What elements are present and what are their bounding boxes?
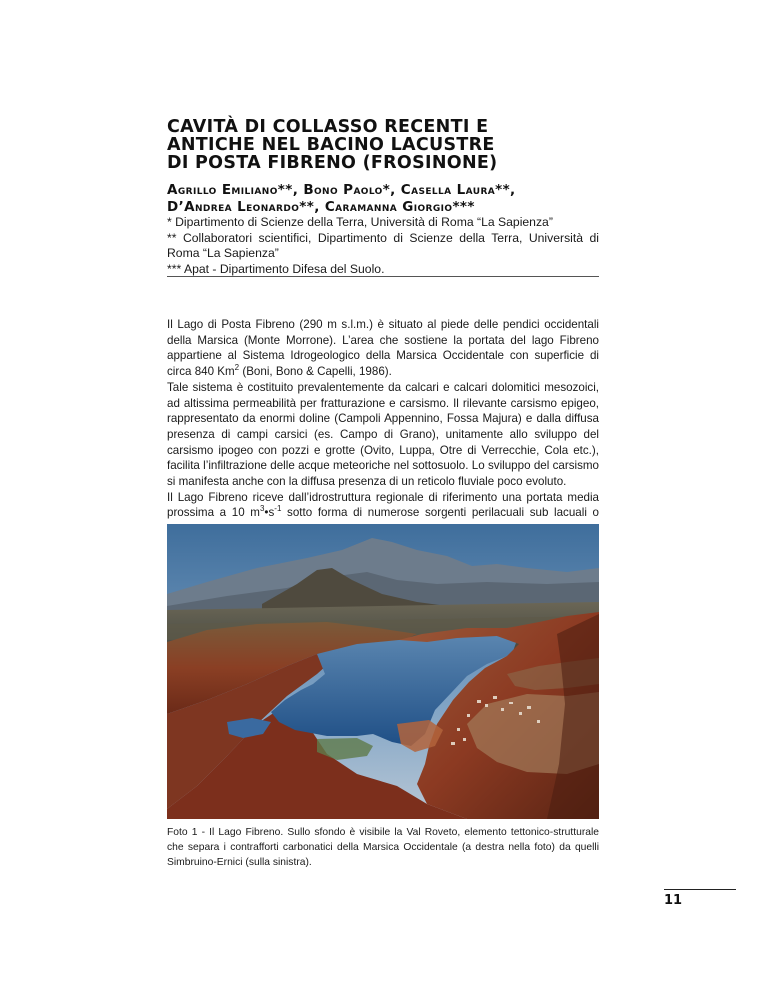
header-divider (167, 276, 599, 277)
paragraph-3-text: Il Lago Fibreno riceve dall’idrostruttura regionale di riferimento una portata media prossima a 10 m (167, 490, 599, 520)
page-number: 11 (664, 893, 683, 908)
lake-landscape-image (167, 524, 599, 819)
author-line-1: Agrillo Emiliano**, Bono Paolo*, Casella Laura**, (167, 182, 516, 198)
paragraph-2: Tale sistema è costituito prevalentemente da calcari e calcari dolomitici mesozoici, ad altissima permeabilità per fratturazione e carsismo. Il rilevante carsismo epigeo, rappresentato da enormi doline (Campoli Appennino, Fossa Majura) e dalla diffusa presenza di campi carsici (es. Campo di Grano), unitamente allo sviluppo del carsismo ipogeo con pozzi e grotte (Ovito, Luppa, Otre di Verrecchie, Cola etc.), facilita l’infiltrazione delle acque meteoriche nel sottosuolo. Lo sviluppo del carsismo si manifesta anche con la diffusa presenza di un reticolo fluviale poco evoluto. (167, 380, 599, 489)
affiliation-3: *** Apat - Dipartimento Difesa del Suolo. (167, 261, 385, 276)
title-line-3: DI POSTA FIBRENO (FROSINONE) (167, 153, 498, 173)
photo-caption: Foto 1 - Il Lago Fibreno. Sullo sfondo è visibile la Val Roveto, elemento tettonico-strutturale che separa i contrafforti carbonatici della Marsica Occidentale (a destra nella foto) da quelli Simbruino-Ernici (sulla sinistra). (167, 827, 599, 869)
author-line-2: D’Andrea Leonardo**, Caramanna Giorgio*** (167, 199, 475, 215)
paragraph-1 (167, 317, 599, 380)
paper-title (167, 118, 607, 172)
superscript-km2: 2 (234, 363, 240, 373)
paragraph-1-citation: (Boni, Bono & Capelli, 1986). (239, 365, 392, 379)
affiliation-2: ** Collaboratori scientifici, Dipartimento di Scienze della Terra, Università di Roma “La Sapienza” (167, 230, 599, 261)
affiliation-1: * Dipartimento di Scienze della Terra, Università di Roma “La Sapienza” (167, 215, 553, 229)
body-text (167, 317, 599, 537)
unit-dot-s: •s (264, 506, 275, 520)
title-line-1: CAVITÀ DI COLLASSO RECENTI E (167, 117, 489, 137)
lake-photo (167, 524, 599, 819)
superscript-m3: 3 (259, 504, 265, 514)
affiliations (167, 215, 599, 277)
author-list (167, 182, 607, 216)
superscript-s-1: -1 (274, 504, 282, 514)
paragraph-3-end: sotto forma di numerose sorgenti perilacuali sub lacuali o (287, 506, 599, 520)
page-number-rule (664, 889, 736, 890)
paragraph-1-text: Il Lago di Posta Fibreno (290 m s.l.m.) è situato al piede delle pendici occidentali della Marsica (Monte Morrone). L’area che sostiene la portata del lago Fibreno appartiene al Sistema Idrogeologico della Marsica Occidentale con superficie di circa 840 Km (167, 318, 599, 379)
title-line-2: ANTICHE NEL BACINO LACUSTRE (167, 135, 495, 155)
